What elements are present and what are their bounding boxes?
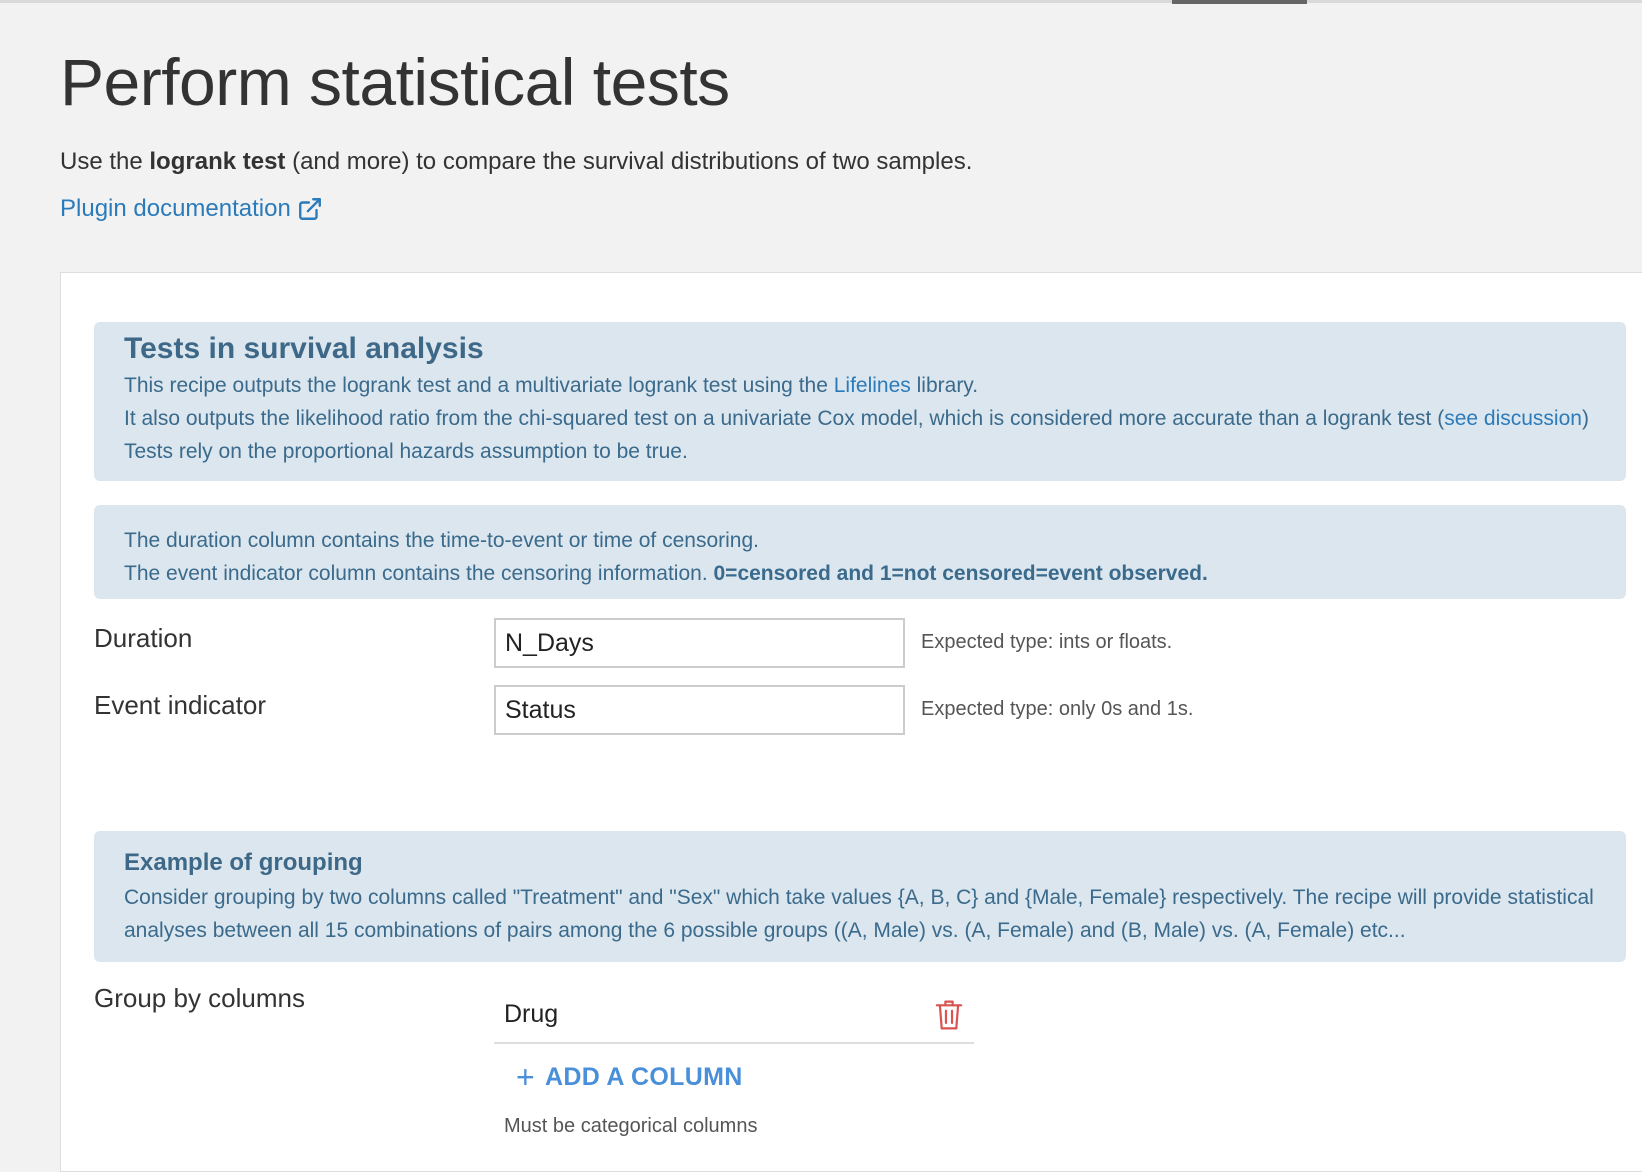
trash-icon[interactable]: [934, 998, 964, 1032]
survival-tests-line-2: [124, 402, 1596, 435]
subtitle-text-pre: Use the: [60, 148, 150, 175]
info-text: This recipe outputs the logrank test and a multivariate logrank test using the: [124, 374, 834, 397]
grouping-example-line-1: Consider grouping by two columns called "Treatment" and "Sex" which take values {A, B, C} and {Male, Female} respectively. The recipe will provide statistical: [124, 886, 1594, 909]
columns-info-line-1: The duration column contains the time-to-event or time of censoring.: [124, 529, 759, 552]
survival-tests-line-3: Tests rely on the proportional hazards assumption to be true.: [124, 440, 688, 463]
group-by-column-row: [494, 990, 974, 1044]
top-border: [0, 0, 1642, 3]
columns-info-line-2: [124, 557, 1596, 590]
active-tab-indicator: [1172, 0, 1307, 4]
duration-input[interactable]: [494, 618, 905, 668]
external-link-icon: [297, 196, 323, 222]
duration-label: Duration: [94, 623, 193, 653]
add-column-button[interactable]: [516, 1059, 743, 1095]
survival-tests-info-box: [94, 322, 1626, 481]
add-column-label: ADD A COLUMN: [545, 1062, 743, 1091]
grouping-example-info-box: [94, 831, 1626, 962]
plugin-documentation-link[interactable]: [60, 195, 323, 223]
subtitle-text-post: (and more) to compare the survival distributions of two samples.: [285, 148, 973, 175]
event-indicator-input[interactable]: [494, 685, 905, 735]
group-by-column-value[interactable]: Drug: [504, 1000, 559, 1028]
info-text: The event indicator column contains the censoring information.: [124, 562, 714, 585]
page-subtitle: [60, 148, 972, 176]
columns-info-box: [94, 505, 1626, 599]
lifelines-link[interactable]: Lifelines: [833, 374, 911, 397]
info-text: library.: [910, 374, 979, 397]
grouping-example-heading: Example of grouping: [124, 849, 363, 876]
survival-tests-heading: Tests in survival analysis: [124, 332, 484, 365]
see-discussion-link[interactable]: see discussion: [1444, 407, 1582, 430]
group-by-label: Group by columns: [94, 983, 305, 1013]
event-indicator-hint: Expected type: only 0s and 1s.: [921, 698, 1194, 720]
duration-hint: Expected type: ints or floats.: [921, 631, 1173, 653]
info-text: ): [1581, 407, 1589, 430]
info-text: It also outputs the likelihood ratio from the chi-squared test on a univariate Cox model, which is considered more accurate than a logrank test (: [124, 407, 1445, 430]
event-indicator-label: Event indicator: [94, 690, 266, 720]
plugin-documentation-label: Plugin documentation: [60, 195, 291, 222]
grouping-example-line-2: analyses between all 15 combinations of pairs among the 6 possible groups ((A, Male) vs. (A, Female) and (B, Male) vs. (A, Female) etc...: [124, 919, 1406, 942]
survival-tests-line-1: [124, 369, 1596, 402]
plus-icon: +: [516, 1059, 535, 1095]
page-title: Perform statistical tests: [60, 45, 730, 119]
censoring-rule-text: 0=censored and 1=not censored=event observed.: [713, 562, 1208, 585]
subtitle-text-bold: logrank test: [149, 148, 286, 175]
group-by-note: Must be categorical columns: [504, 1115, 758, 1137]
